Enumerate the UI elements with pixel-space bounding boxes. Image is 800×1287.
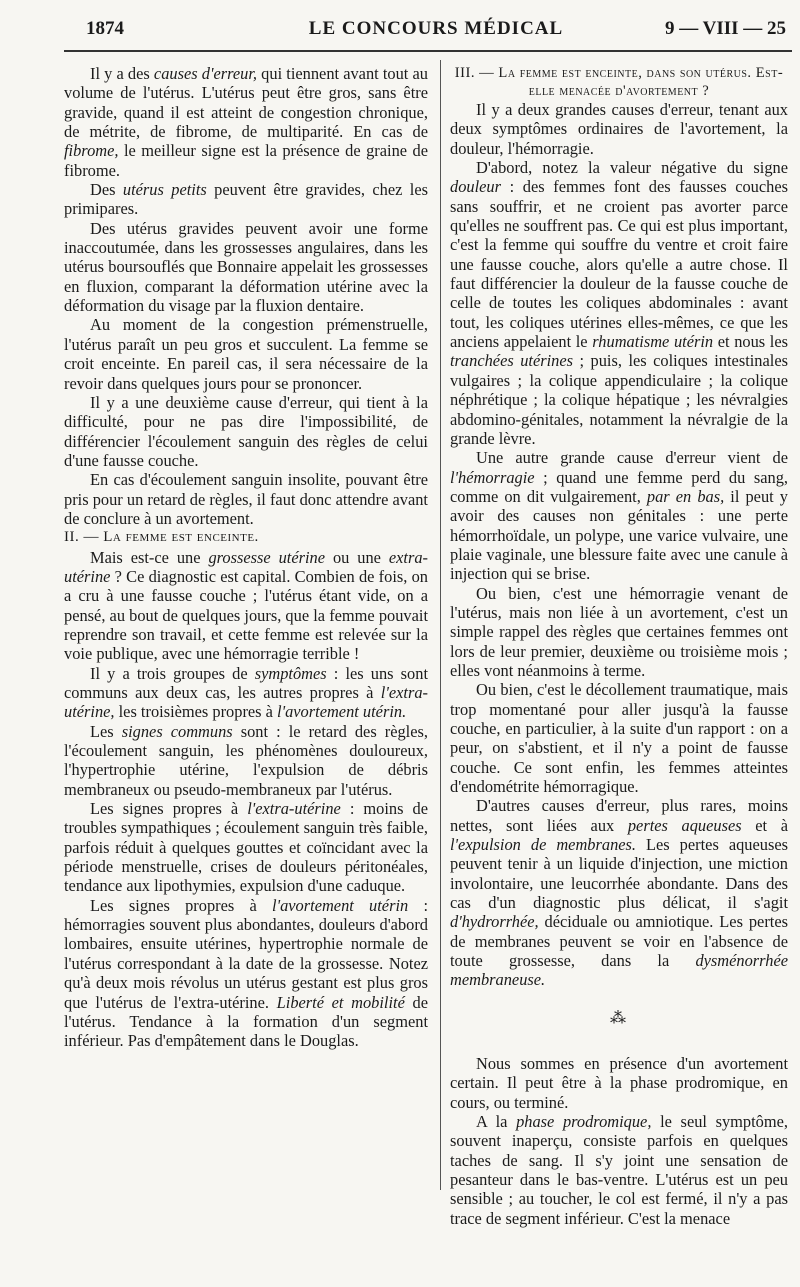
paragraph: En cas d'écoulement sanguin insolite, pouvant être pris pour un retard de règles, il faut donc attendre avant de conclure à un avortement. xyxy=(64,470,428,528)
paragraph: Il y a trois groupes de symptômes : les uns sont communs aux deux cas, les autres propres à l'extra-utérine, les troisièmes propres à l'avortement utérin. xyxy=(64,663,428,722)
paragraph: Ou bien, c'est le décollement traumatique, mais trop momentané pour aller jusqu'à la fausse couche, en particulier, à la suite d'un rapport : on a peur, on s'abstient, et il n'y a point de fausse couche. Ce sont enfin, les femmes atteintes d'endométrite hémorragique. xyxy=(450,680,788,797)
paragraph: Les signes propres à l'avortement utérin : hémorragies souvent plus abondantes, douleurs d'abord lombaires, ensuite utérines, hypertrophie normale de l'utérus correspondant à la date de la grossesse. Notez qu'à deux mois révolus un utérus gestant est plus gros que l'utérus de l'extra-utérine. Liberté et mobilité de l'utérus. Tendance à la formation d'un segment inférieur. Pas d'empâtement dans le Douglas. xyxy=(64,895,429,1051)
paragraph: Des utérus petits peuvent être gravides, chez les primipares. xyxy=(64,180,428,219)
paragraph: Il y a deux grandes causes d'erreur, tenant aux deux symptômes ordinaires de l'avortement, la douleur, l'hémorragie. xyxy=(450,100,788,158)
paragraph: Mais est-ce une grossesse utérine ou une extra-utérine ? Ce diagnostic est capital. Combien de fois, on a cru à une fausse couche ; l'utérus étant vide, on a pensé, au bout de quelques jours, que la femme pouvait reprendre son travail, et cette femme est relevée sur la voie publique, avec une hémorragie terrible ! xyxy=(64,547,428,664)
paragraph: A la phase prodromique, le seul symptôme, souvent inaperçu, consiste parfois en quelques taches de sang. Il s'y joint une sensation de pesanteur dans le bas-ventre. L'utérus est un peu sensible ; au toucher, le col est fermé, il n'y a pas trace de segment inférieur. C'est la menace xyxy=(450,1111,788,1228)
paragraph: Au moment de la congestion prémenstruelle, l'utérus paraît un peu gros et succulent. La femme se croit enceinte. En pareil cas, il sera nécessaire de la revoir dans quelques jours pour se prononcer. xyxy=(64,315,428,393)
issue-date: 9 — VIII — 25 xyxy=(664,18,786,39)
left-column xyxy=(64,64,428,1051)
paragraph: Ou bien, c'est une hémorragie venant de l'utérus, mais non liée à un avortement, c'est un simple rappel des règles que certaines femmes ont lors de leur premier, deuxième ou troisième mois ; elles vont néanmoins à terme. xyxy=(450,583,788,680)
asterism-separator: ⁂ xyxy=(610,1009,628,1027)
paragraph: D'abord, notez la valeur négative du signe douleur : des femmes font des fausses couches sans souffrir, et ne croient pas avorter parce qu'elles ne souffrent pas. Ce qui est plus important, c'est la femme qui souffre du ventre et croit faire une fausse couche, alors qu'elle a autre chose. Il faut différencier la douleur de la fausse couche de celle de toutes les coliques abdominales : avant tout, les coliques utérines elles-mêmes, ce que les anciens appelaient le rhumatisme utérin et nous les tranchées utérines ; puis, les coliques intestinales vulgaires ; la colique appendiculaire ; la colique néphrétique ; la colique hépatique ; les névralgies abdomino-génitales, notamment la névralgie de la grande lèvre. xyxy=(450,158,788,448)
page-header xyxy=(86,18,786,44)
paragraph: Une autre grande cause d'erreur vient de l'hémorragie ; quand une femme perd du sang, comme on dit vulgairement, par en bas, il peut y avoir des causes non génitales : une perte hémorrhoïdale, un polype, une varice vulvaire, une plaie vaginale, une blessure faite avec une canule à injection qui se brise. xyxy=(450,448,788,584)
paragraph: Nous sommes en présence d'un avortement certain. Il peut être à la phase prodromique, en cours, ou terminé. xyxy=(450,1053,788,1112)
header-rule xyxy=(64,50,792,52)
section-heading-2: II. — La femme est enceinte. xyxy=(64,529,259,546)
paragraph: D'autres causes d'erreur, plus rares, moins nettes, sont liées aux pertes aqueuses et à l'expulsion de membranes. Les pertes aqueuses peuvent tenir à un liquide d'injection, une miction involontaire, une leucorrhée abondante. Dans des cas d'un diagnostic plus délicat, il s'agit d'hydrorrhée, déciduale ou amniotique. Les pertes de membranes peuvent se voir en l'absence de toute grossesse, dans la dysménorrhée membraneuse. xyxy=(450,796,788,990)
paragraph: Les signes communs sont : le retard des règles, l'écoulement sanguin, les phénomènes douloureux, l'hypertrophie utérine, l'expulsion de débris membraneux ou pseudo-membraneux par l'utérus. xyxy=(64,721,428,799)
journal-title: LE CONCOURS MÉDICAL xyxy=(308,18,564,39)
section-heading-3: III. — La femme est enceinte, dans son utérus. Est-elle menacée d'avortement ? xyxy=(454,65,784,99)
paragraph: Les signes propres à l'extra-utérine : moins de troubles sympathiques ; écoulement sanguin très faible, parfois réduit à quelques gouttes et coïncidant avec la période menstruelle, crises de douleurs péritonéales, tendance aux lipothymies, expulsion d'une caduque. xyxy=(64,799,428,896)
right-column xyxy=(450,64,788,1228)
paragraph: Il y a des causes d'erreur, qui tiennent avant tout au volume de l'utérus. L'utérus peut être gros, sans être gravide, quand il est atteint de congestion chronique, de métrite, de fibrome, de multiparité. En cas de fibrome, le meilleur signe est la présence de graine de fibrome. xyxy=(64,64,428,180)
paragraph: Des utérus gravides peuvent avoir une forme inaccoutumée, dans les grossesses angulaires, dans les utérus boursouflés que Bonnaire appelait les grossesses en fluxion, comparant la déformation utérine avec la déformation du visage par la fluxion dentaire. xyxy=(64,218,428,316)
page-number: 1874 xyxy=(86,18,124,39)
paragraph: Il y a une deuxième cause d'erreur, qui tient à la difficulté, pour ne pas dire l'impossibilité, de différencier l'écoulement sanguin des règles de celui d'une fausse couche. xyxy=(64,392,428,470)
column-divider xyxy=(440,60,441,1190)
